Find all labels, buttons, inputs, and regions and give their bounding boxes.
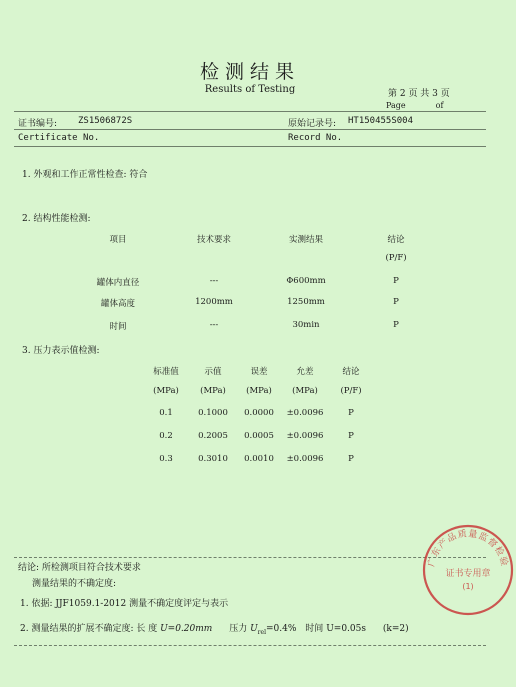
- unit-tolerance: (MPa): [292, 386, 318, 396]
- cell-result: P: [348, 431, 354, 441]
- section-pressure-heading: 3. 压力表示值检测:: [22, 346, 100, 356]
- cell-tolerance: ±0.0096: [286, 408, 324, 418]
- cell-error: 0.0000: [244, 408, 274, 418]
- col-conclusion-sub: (P/F): [385, 253, 407, 263]
- svg-text:广东产品质量监督检验: 广东产品质量监督检验: [426, 529, 510, 568]
- cell-item: 罐体内直径: [96, 278, 140, 288]
- cell-error: 0.0005: [244, 431, 274, 441]
- cell-conclusion: P: [393, 297, 399, 307]
- time-prefix: 时间: [305, 624, 324, 634]
- record-number: HT150455S004: [348, 116, 414, 126]
- unit-result: (P/F): [340, 386, 362, 396]
- document-title: 检测结果: [199, 61, 300, 83]
- pressure-prefix: 压力: [229, 624, 248, 634]
- cell-reading: 0.3010: [198, 454, 228, 464]
- uncertainty-basis: 1. 依据: JJF1059.1-2012 测量不确定度评定与表示: [20, 599, 229, 609]
- col-tolerance: 允差: [296, 367, 314, 377]
- col-error: 误差: [250, 367, 268, 377]
- cell-tolerance: ±0.0096: [286, 454, 324, 464]
- cell-reading: 0.1000: [198, 408, 228, 418]
- page-label-en: Page: [386, 101, 406, 110]
- unit-reading: (MPa): [200, 386, 226, 396]
- col-item: 项目: [109, 235, 127, 245]
- cell-standard: 0.1: [159, 408, 173, 418]
- record-label-en: Record No.: [288, 133, 343, 143]
- unit-standard: (MPa): [153, 386, 179, 396]
- expanded-uncertainty: [20, 621, 409, 636]
- official-seal: [420, 522, 516, 618]
- svg-text:证书专用章: 证书专用章: [445, 569, 491, 579]
- cell-measured: Φ600mm: [286, 276, 326, 286]
- cell-standard: 0.2: [159, 431, 173, 441]
- col-requirement: 技术要求: [196, 235, 232, 245]
- unit-error: (MPa): [246, 386, 272, 396]
- u-length: U=0.20mm: [160, 624, 213, 634]
- divider-conclusion: [14, 557, 486, 558]
- col-measured: 实测结果: [288, 235, 324, 245]
- svg-text:(1): (1): [462, 582, 474, 591]
- section-structure-heading: 2. 结构性能检测:: [22, 214, 91, 224]
- certificate-label-en: Certificate No.: [18, 133, 100, 143]
- cell-error: 0.0010: [244, 454, 274, 464]
- cell-requirement: ---: [209, 276, 219, 286]
- certificate-label: 证书编号:: [18, 119, 58, 129]
- divider-record: [14, 146, 486, 147]
- col-conclusion: 结论: [387, 235, 405, 245]
- conclusion-text: 结论: 所检测项目符合技术要求: [18, 563, 141, 573]
- u-pressure-value: =0.4%: [266, 624, 297, 634]
- document-subtitle: Results of Testing: [204, 84, 296, 95]
- divider-top: [14, 111, 486, 112]
- col-reading: 示值: [204, 367, 222, 377]
- cell-item: 罐体高度: [100, 299, 136, 309]
- u-pressure: U: [250, 624, 258, 634]
- cell-conclusion: P: [393, 276, 399, 286]
- col-standard: 标准值: [153, 367, 179, 377]
- cell-requirement: 1200mm: [195, 297, 233, 307]
- cell-requirement: ---: [209, 320, 219, 330]
- cell-conclusion: P: [393, 320, 399, 330]
- cell-measured: 1250mm: [287, 297, 325, 307]
- divider-bottom: [14, 645, 486, 646]
- u-pressure-sub: rel: [257, 628, 267, 636]
- page-info-en: [386, 101, 443, 110]
- cell-measured: 30min: [292, 320, 320, 330]
- cell-reading: 0.2005: [198, 431, 228, 441]
- u-time: U=0.05s: [326, 624, 366, 634]
- certificate-number: ZS1506872S: [78, 116, 133, 126]
- of-label-en: of: [435, 101, 444, 110]
- uncertainty-heading: 测量结果的不确定度:: [32, 579, 117, 589]
- expanded-prefix: 2. 测量结果的扩展不确定度: 长 度: [20, 624, 158, 634]
- cell-standard: 0.3: [159, 454, 173, 464]
- cell-item: 时间: [109, 322, 127, 332]
- page-info: 第 2 页 共 3 页: [388, 89, 450, 99]
- col-result: 结论: [342, 367, 360, 377]
- record-label: 原始记录号:: [288, 119, 337, 129]
- coverage-factor: (k=2): [382, 624, 409, 634]
- divider-cert: [14, 129, 486, 130]
- cell-tolerance: ±0.0096: [286, 431, 324, 441]
- cell-result: P: [348, 408, 354, 418]
- cell-result: P: [348, 454, 354, 464]
- section-appearance-check: 1. 外观和工作正常性检查: 符合: [22, 170, 148, 180]
